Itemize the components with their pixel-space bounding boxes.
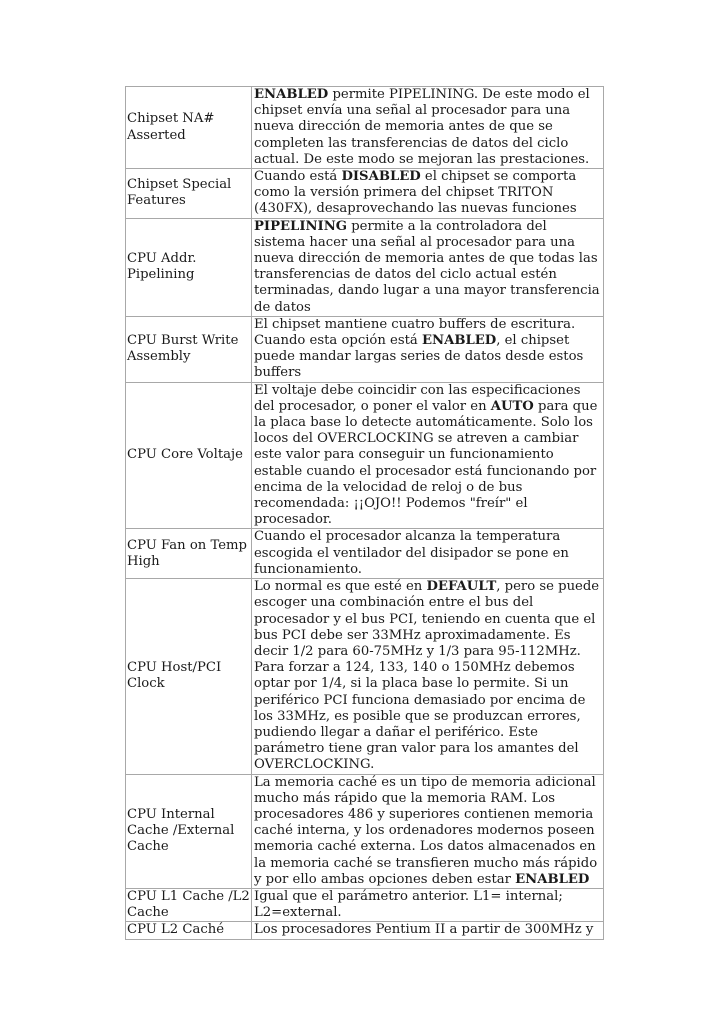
description-text: El chipset mantiene cuatro buffers de escritura. Cuando esta opción está — [254, 316, 576, 349]
table-row — [126, 316, 604, 382]
option-name: CPU Host/PCI Clock — [126, 579, 252, 774]
option-name: CPU Fan on Temp High — [126, 529, 252, 579]
description-text: permite a la controladora del sistema hacer una señal al procesador para una nueva dirección de memoria antes de que todas las transferencias de datos del ciclo actual estén terminadas, dando lugar a una mayor transferencia de datos — [254, 218, 600, 315]
table-row — [126, 169, 604, 219]
description-text: Los procesadores Pentium II a partir de 300MHz y — [254, 922, 594, 938]
option-description — [252, 529, 604, 579]
table-row — [126, 529, 604, 579]
table-row — [126, 922, 604, 939]
option-name: CPU Addr. Pipelining — [126, 218, 252, 316]
bios-options-table — [125, 86, 604, 940]
option-name: CPU Core Voltaje — [126, 382, 252, 529]
option-name: CPU L2 Caché — [126, 922, 252, 939]
bold-keyword: ENABLED — [515, 871, 590, 887]
table-row — [126, 888, 604, 921]
option-name: CPU L1 Cache /L2 Cache — [127, 888, 250, 921]
option-description — [252, 382, 604, 529]
description-text: Lo normal es que esté en — [254, 579, 427, 595]
option-description — [252, 888, 604, 921]
option-description — [252, 218, 604, 316]
option-description — [252, 316, 604, 382]
bold-keyword: AUTO — [490, 398, 534, 414]
description-text: , pero se puede escoger una combinación entre el bus del procesador y el bus PCI, teniendo en cuenta que el bus PCI debe ser 33MHz aproximadamente. Es decir 1/2 para 60-75MHz y 1/3 para 95-112MHz. Para forzar a 124, 133, 140 o 150MHz debemos optar por 1/4, si la placa base lo permite. Si un periférico PCI funciona demasiado por encima de los 33MHz, es posible que se produzcan errores, pudiendo llegar a dañar el periférico. Este parámetro tiene gran valor para los amantes del OVERCLOCKING. — [254, 579, 600, 773]
table-row — [126, 218, 604, 316]
option-name: Chipset NA# Asserted — [126, 87, 252, 169]
option-name: CPU Burst Write Assembly — [126, 316, 252, 382]
table-row — [126, 774, 604, 888]
bold-keyword: ENABLED — [421, 333, 497, 349]
bold-keyword: ENABLED — [254, 87, 329, 102]
option-name: CPU Internal Cache /External Cache — [126, 774, 252, 888]
description-text: El voltaje debe coincidir con las especificaciones del procesador, o poner el valor en — [254, 382, 581, 414]
description-text: Cuando el procesador alcanza la temperatura escogida el ventilador del disipador se pone en funcionamiento. — [254, 529, 569, 577]
table-body — [126, 87, 604, 940]
description-text: el chipset se comporta como la versión primera del chipset TRITON (430FX), desaprovechando las nuevas funciones — [254, 169, 577, 217]
description-text: para que la placa base lo detecte automáticamente. Solo los locos del OVERCLOCKING se atreven a cambiar este valor para conseguir un funcionamiento estable cuando el procesador está funcionando por encima de la velocidad de reloj o de bus recomendada: ¡¡OJO!! Podemos "freír" el procesador. — [254, 398, 598, 528]
description-text: La memoria caché es un tipo de memoria adicional mucho más rápido que la memoria RAM. Los procesadores 486 y superiores contienen memoria caché interna, y los ordenadores modernos poseen memoria caché externa. Los datos almacenados en la memoria caché se transfieren mucho más rápido y por ello ambas opciones deben estar — [254, 774, 598, 887]
description-text: Cuando está — [254, 169, 342, 185]
option-description — [252, 579, 604, 774]
description-text: Igual que el parámetro anterior. L1= internal; L2=external. — [254, 888, 563, 921]
bold-keyword: DISABLED — [341, 169, 421, 185]
table-row — [126, 87, 604, 169]
option-description — [252, 774, 604, 888]
bold-keyword: DEFAULT — [426, 579, 497, 595]
option-description — [252, 87, 604, 169]
table-row — [126, 382, 604, 529]
option-name: Chipset Special Features — [126, 169, 252, 219]
option-description — [252, 169, 604, 219]
description-text: , el chipset puede mandar largas series de datos desde estos buffers — [254, 333, 584, 381]
option-description — [252, 922, 604, 939]
description-text: permite PIPELINING. De este modo el chipset envía una señal al procesador para una nueva dirección de memoria antes de que se completen las transferencias de datos del ciclo actual. De este modo se mejoran las prestaciones. — [254, 87, 590, 167]
table-row — [126, 579, 604, 774]
bold-keyword: PIPELINING — [254, 218, 348, 234]
